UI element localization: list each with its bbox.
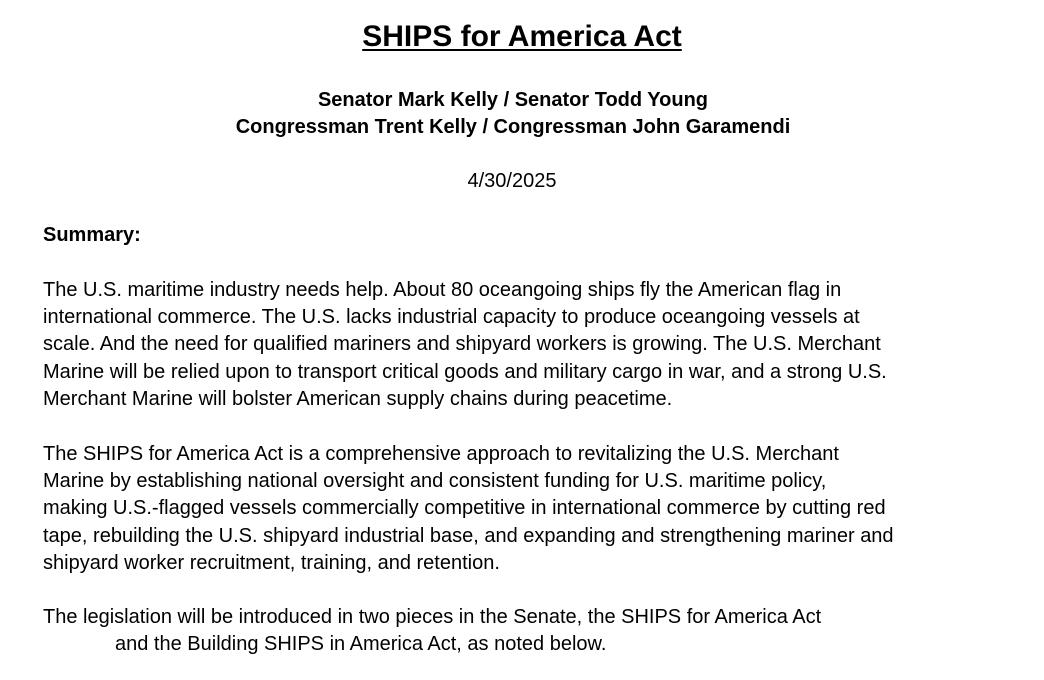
paragraph-line: making U.S.-flagged vessels commercially competitive in international commerce by cutting red — [43, 497, 886, 520]
paragraph-line: scale. And the need for qualified mariners and shipyard workers is growing. The U.S. Merchant — [43, 333, 881, 356]
paragraph-line: Marine will be relied upon to transport critical goods and military cargo in war, and a strong U.S. — [43, 360, 887, 383]
summary-paragraph-1 — [43, 277, 1003, 413]
sponsors-block — [0, 87, 1026, 141]
senate-sponsors: Senator Mark Kelly / Senator Todd Young — [317, 89, 709, 111]
document-date: 4/30/2025 — [467, 170, 557, 192]
paragraph-line: The U.S. maritime industry needs help. About 80 oceangoing ships fly the American flag in — [43, 279, 842, 301]
summary-paragraph-3 — [43, 604, 1003, 658]
house-sponsors: Congressman Trent Kelly / Congressman John Garamendi — [235, 116, 791, 138]
paragraph-line: The SHIPS for America Act is a comprehensive approach to revitalizing the U.S. Merchant — [43, 443, 839, 465]
paragraph-line: international commerce. The U.S. lacks industrial capacity to produce oceangoing vessels at — [43, 306, 860, 329]
summary-paragraph-2 — [43, 441, 1003, 577]
paragraph-line: Marine by establishing national oversight and consistent funding for U.S. maritime policy, — [43, 470, 827, 493]
paragraph-line-indented: and the Building SHIPS in America Act, as noted below. — [115, 633, 607, 656]
document-title — [0, 19, 1044, 55]
document-title-text: SHIPS for America Act — [362, 20, 682, 53]
paragraph-line: tape, rebuilding the U.S. shipyard industrial base, and expanding and strengthening mariner and — [43, 524, 894, 547]
summary-heading: Summary: — [43, 224, 141, 246]
paragraph-line: shipyard worker recruitment, training, and retention. — [43, 551, 500, 574]
paragraph-line: Merchant Marine will bolster American supply chains during peacetime. — [43, 387, 673, 410]
paragraph-line: The legislation will be introduced in two pieces in the Senate, the SHIPS for America Act — [43, 606, 822, 628]
